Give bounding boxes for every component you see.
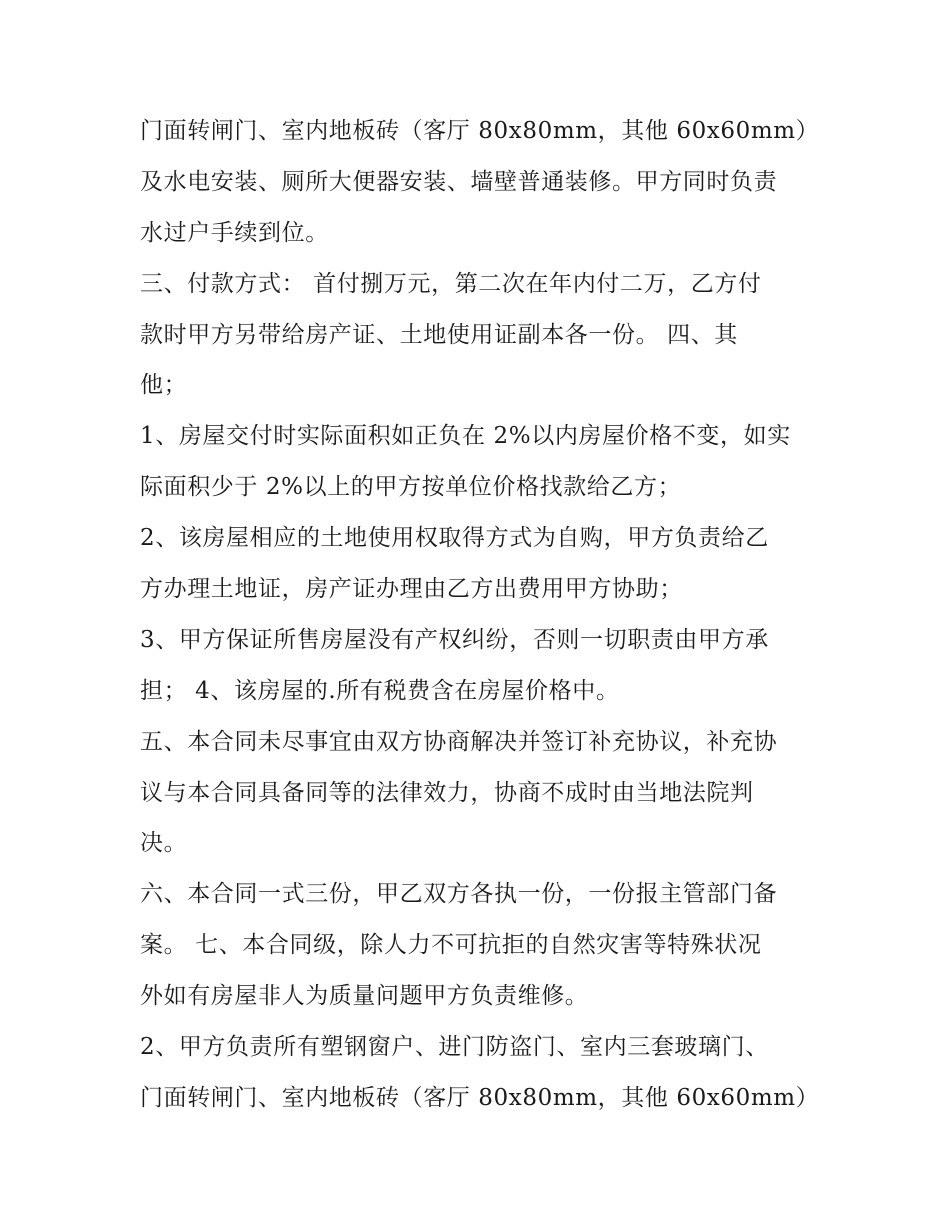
document-body [140,106,820,1124]
text-line: 三、付款方式： 首付捌万元，第二次在年内付二万，乙方付 [140,270,762,297]
text-line: 及水电安装、厕所大便器安装、墙壁普通装修。甲方同时负责 [140,168,778,195]
text-line: 2、该房屋相应的土地使用权取得方式为自购，甲方负责给乙 [140,525,769,552]
text-line: 款时甲方另带给房产证、土地使用证副本各一份。 四、其 [140,321,738,348]
text-line: 他； [140,372,188,399]
text-line: 3、甲方保证所售房屋没有产权纠纷，否则一切职责由甲方承 [140,626,769,653]
text-line: 门面转闸门、室内地板砖（客厅 80x80mm，其他 60x60mm） [140,118,820,144]
text-line: 1、房屋交付时实际面积如正负在 2%以内房屋价格不变，如实 [140,423,791,450]
text-line: 决。 [140,830,188,857]
text-line: 外如有房屋非人为质量问题甲方负责维修。 [140,983,589,1010]
text-line: 六、本合同一式三份，甲乙双方各执一份，一份报主管部门备 [140,881,778,908]
text-line: 门面转闸门、室内地板砖（客厅 80x80mm，其他 60x60mm） [140,1084,820,1111]
text-line: 五、本合同未尽事宜由双方协商解决并签订补充协议，补充协 [140,728,778,755]
text-line: 议与本合同具备同等的法律效力，协商不成时由当地法院判 [140,779,754,806]
text-line: 担； 4、该房屋的.所有税费含在房屋价格中。 [140,677,620,704]
text-line: 水过户手续到位。 [140,219,329,246]
text-line: 2、甲方负责所有塑钢窗户、进门防盗门、室内三套玻璃门、 [140,1034,769,1061]
text-line: 际面积少于 2%以上的甲方按单位价格找款给乙方； [140,474,682,501]
text-line: 案。 七、本合同级，除人力不可抗拒的自然灾害等特殊状况 [140,932,762,959]
text-line: 方办理土地证，房产证办理由乙方出费用甲方协助； [140,576,683,603]
